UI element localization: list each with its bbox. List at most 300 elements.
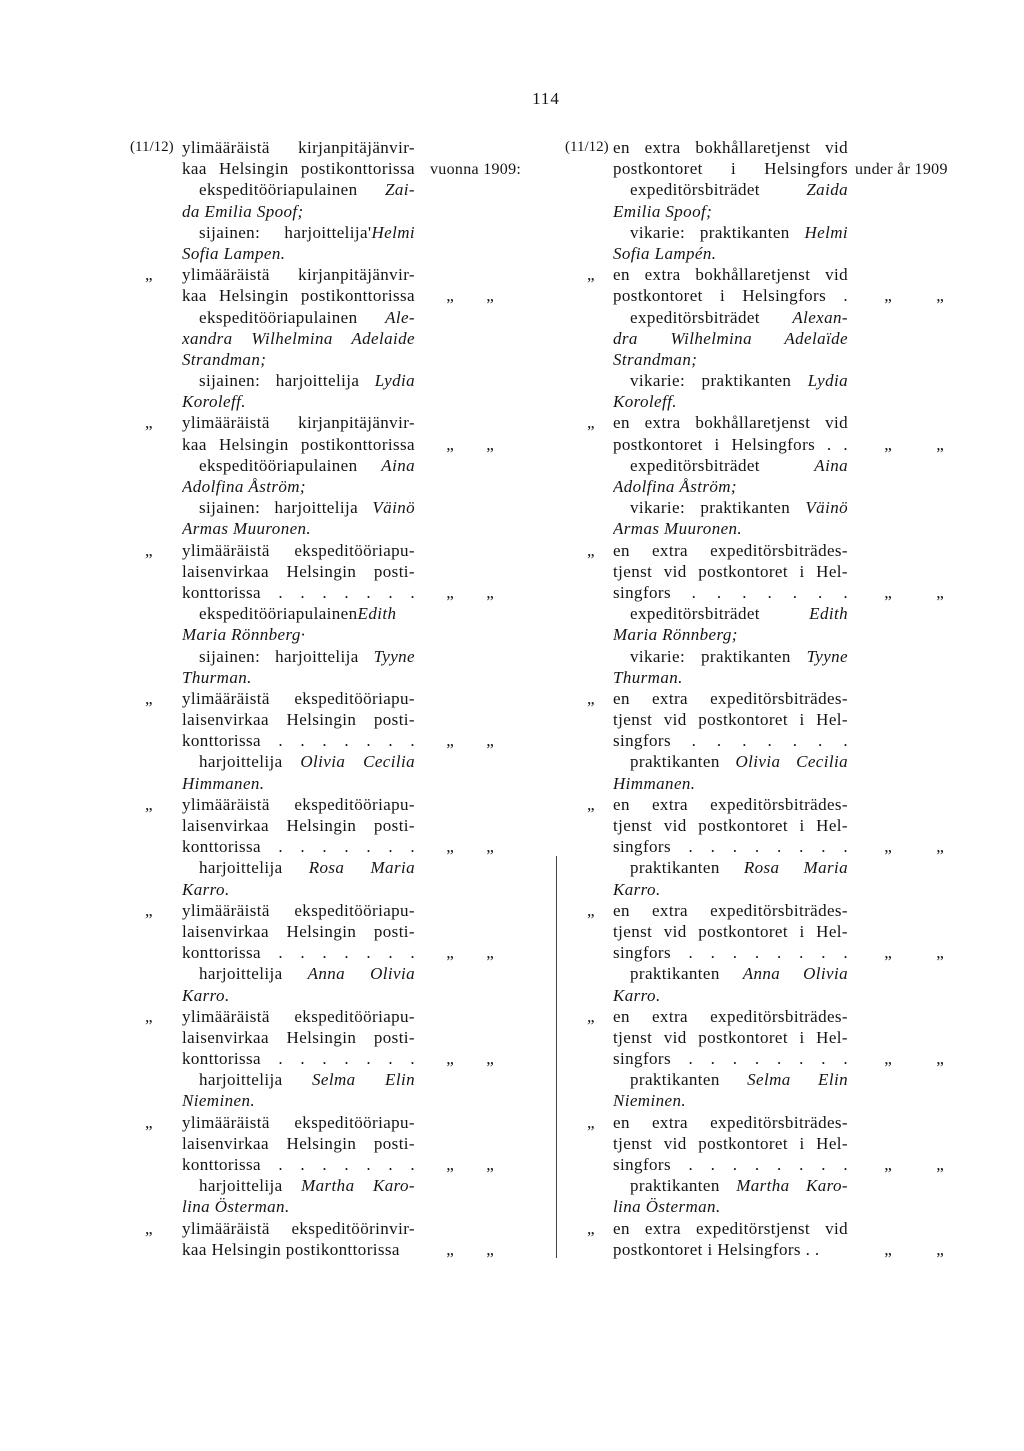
entry-marker	[565, 773, 613, 794]
entry-line	[130, 540, 530, 561]
entry-marker	[565, 307, 613, 328]
line-roman-text: laisenvirkaa Helsingin posti-	[182, 816, 415, 835]
register-entry	[565, 137, 1020, 264]
entry-line	[130, 963, 530, 984]
year-slot	[430, 836, 510, 857]
entry-line-text	[182, 328, 415, 349]
line-roman-text: tjenst vid postkontoret i Hel-	[613, 561, 848, 581]
swedish-column	[565, 137, 1020, 1260]
entry-line-text	[182, 1175, 415, 1196]
entry-line-text	[613, 264, 848, 285]
entry-line-text	[182, 179, 415, 200]
line-roman-text: harjoittelija	[199, 858, 309, 878]
entry-line	[565, 540, 1020, 561]
line-roman-text: konttorissa . . . . . . .	[182, 731, 415, 751]
line-roman-text: sijainen: harjoittelija	[199, 646, 374, 666]
entry-marker	[130, 963, 182, 984]
entry-marker	[130, 1239, 182, 1260]
line-name-italic: Anna Olivia	[307, 964, 415, 984]
register-entry	[130, 1218, 530, 1260]
entry-line	[130, 921, 530, 942]
entry-line	[565, 730, 1020, 751]
ditto-mark: „	[486, 1049, 494, 1069]
entry-line-text	[613, 985, 848, 1006]
entry-line	[565, 624, 1020, 645]
year-slot	[855, 1154, 966, 1175]
entry-line-text	[613, 412, 848, 433]
entry-line-text	[613, 307, 848, 328]
entry-line-text	[182, 815, 415, 836]
entry-line-text	[613, 1239, 848, 1260]
line-roman-text: kaa Helsingin postikonttorissa	[182, 1239, 400, 1259]
entry-line	[565, 476, 1020, 497]
line-name-italic: Anna Olivia	[742, 964, 848, 984]
line-roman-text: ylimääräistä ekspeditööriapu-	[182, 1112, 415, 1132]
entry-line-text	[182, 942, 415, 963]
ditto-mark: „	[884, 286, 892, 306]
line-roman-text: konttorissa . . . . . . .	[182, 1049, 415, 1069]
entry-line	[565, 815, 1020, 836]
entry-line	[565, 497, 1020, 518]
line-roman-text: sijainen: harjoittelija	[199, 371, 375, 391]
entry-marker	[565, 730, 613, 751]
entry-line	[130, 370, 530, 391]
entry-marker	[130, 158, 182, 179]
line-roman-text: ylimääräistä kirjanpitäjänvir-	[182, 138, 415, 157]
year-slot	[855, 434, 966, 455]
entry-line-text	[182, 985, 415, 1006]
line-roman-text: laisenvirkaa Helsingin posti-	[182, 561, 415, 581]
entry-marker	[130, 455, 182, 476]
year-slot	[855, 285, 966, 306]
entry-line	[565, 646, 1020, 667]
entry-line-text	[613, 285, 848, 306]
entry-marker	[130, 1090, 182, 1111]
entry-line-text	[613, 963, 848, 984]
entry-line-text	[613, 561, 848, 582]
entry-line	[565, 1154, 1020, 1175]
entry-marker	[565, 285, 613, 306]
ditto-mark: „	[446, 1049, 454, 1069]
line-name-italic: Adolfina Åström;	[613, 477, 737, 496]
ditto-mark: „	[446, 286, 454, 306]
line-roman-text: praktikanten	[630, 752, 736, 772]
ditto-mark: „	[486, 1239, 494, 1259]
line-roman-text: postkontoret i Helsingfors .	[613, 286, 848, 306]
line-name-italic: Ale-	[385, 307, 415, 327]
line-roman-text: praktikanten	[630, 858, 744, 878]
entry-marker	[130, 1133, 182, 1154]
entry-marker	[565, 391, 613, 412]
entry-line	[565, 879, 1020, 900]
line-roman-text: kaa Helsingin postikonttorissa	[182, 286, 415, 306]
entry-marker	[130, 879, 182, 900]
line-roman-text: ylimääräistä ekspeditööriapu-	[182, 1006, 415, 1026]
entry-line	[565, 434, 1020, 455]
entry-line-text	[182, 1112, 415, 1133]
entry-line	[565, 921, 1020, 942]
line-roman-text: expeditörsbiträdet	[630, 307, 793, 327]
entry-line-text	[613, 751, 848, 772]
year-slot	[430, 1239, 510, 1260]
entry-line-text	[182, 518, 415, 539]
entry-line-text	[182, 158, 415, 179]
entry-marker	[130, 179, 182, 200]
line-roman-text: sijainen: harjoittelija	[199, 498, 373, 518]
entry-line	[565, 1133, 1020, 1154]
line-roman-text: tjenst vid postkontoret i Hel-	[613, 710, 848, 730]
entry-line	[130, 434, 530, 455]
entry-marker	[130, 561, 182, 582]
line-roman-text: kaa Helsingin postikonttorissa	[182, 159, 415, 179]
year-slot	[430, 158, 521, 179]
entry-line	[130, 455, 530, 476]
entry-marker	[565, 857, 613, 878]
ditto-mark: „	[486, 286, 494, 306]
entry-line-text	[613, 582, 848, 603]
entry-line-text	[182, 264, 415, 285]
entry-line-text	[182, 349, 415, 370]
entry-line	[565, 942, 1020, 963]
line-roman-text: vikarie: praktikanten	[630, 222, 805, 242]
line-roman-text: en extra bokhållaretjenst vid	[613, 138, 848, 157]
entry-line-text	[613, 1069, 848, 1090]
line-name-italic: Olivia Cecilia	[300, 752, 415, 772]
line-name-italic: dra Wilhelmina Adelaïde	[613, 328, 848, 348]
entry-line	[565, 201, 1020, 222]
entry-line	[565, 963, 1020, 984]
year-slot	[430, 1154, 510, 1175]
year-slot	[430, 285, 510, 306]
line-name-italic: Strandman;	[182, 349, 267, 369]
entry-marker	[130, 1027, 182, 1048]
line-roman-text: tjenst vid postkontoret i Hel-	[613, 1027, 848, 1047]
entry-marker: „	[587, 1006, 595, 1026]
entry-line-text	[182, 1133, 415, 1154]
line-name-italic: Rosa Maria	[308, 858, 415, 878]
entry-line-text	[613, 518, 848, 539]
year-slot	[430, 582, 510, 603]
line-name-italic: Lydia	[807, 371, 848, 391]
entry-marker	[130, 582, 182, 603]
ditto-mark: „	[936, 434, 944, 454]
entry-line-text	[182, 688, 415, 709]
entry-line-text	[613, 201, 848, 222]
line-name-italic: Sofia Lampén.	[613, 243, 717, 263]
entry-marker	[130, 391, 182, 412]
entry-line	[565, 857, 1020, 878]
register-entry	[565, 688, 1020, 794]
entry-marker	[565, 646, 613, 667]
entry-line	[130, 751, 530, 772]
entry-line	[565, 985, 1020, 1006]
entry-line-text	[182, 455, 415, 476]
entry-line	[565, 794, 1020, 815]
entry-marker	[130, 307, 182, 328]
entry-line-text	[613, 137, 848, 158]
entry-marker	[565, 1239, 613, 1260]
register-entry	[565, 264, 1020, 412]
entry-marker	[130, 857, 182, 878]
line-name-italic: Martha Karo-	[301, 1176, 415, 1196]
entry-line-text	[182, 1048, 415, 1069]
entry-line	[130, 709, 530, 730]
entry-marker: „	[587, 900, 595, 920]
line-roman-text: en extra bokhållaretjenst vid	[613, 413, 848, 433]
entry-marker: „	[587, 1112, 595, 1132]
entry-marker	[565, 985, 613, 1006]
entry-line	[565, 667, 1020, 688]
line-name-italic: Rosa Maria	[743, 858, 848, 878]
entry-line-text	[182, 1239, 415, 1260]
line-name-italic: Thurman.	[613, 667, 683, 687]
entry-line	[130, 1048, 530, 1069]
year-slot	[855, 836, 966, 857]
entry-line	[565, 582, 1020, 603]
line-roman-text: praktikanten	[630, 1070, 748, 1090]
entry-line	[130, 1027, 530, 1048]
line-name-italic: Karro.	[613, 985, 661, 1005]
entry-line	[565, 561, 1020, 582]
line-name-italic: Sofia Lampen.	[182, 243, 286, 263]
entry-line	[565, 412, 1020, 433]
line-roman-text: en extra expeditörsbiträdes-	[613, 900, 848, 920]
entry-line-text	[182, 412, 415, 433]
entry-line-text	[182, 1006, 415, 1027]
entry-marker	[565, 1133, 613, 1154]
line-name-italic: Emilia Spoof;	[613, 201, 713, 221]
year-slot	[430, 1048, 510, 1069]
line-roman-text: konttorissa . . . . . . .	[182, 582, 415, 602]
entry-line-text	[613, 1112, 848, 1133]
line-name-italic: Alexan-	[792, 307, 848, 327]
entry-line	[565, 603, 1020, 624]
entry-line-text	[182, 646, 415, 667]
line-name-italic: Strandman;	[613, 349, 698, 369]
entry-marker	[565, 1196, 613, 1217]
entry-line-text	[613, 370, 848, 391]
entry-marker	[130, 1196, 182, 1217]
line-roman-text: harjoittelija	[199, 1070, 313, 1090]
entry-line	[130, 857, 530, 878]
register-entry	[565, 540, 1020, 688]
ditto-mark: „	[936, 1239, 944, 1259]
year-slot	[855, 582, 966, 603]
entry-line	[565, 328, 1020, 349]
entry-line	[565, 1048, 1020, 1069]
line-roman-text: laisenvirkaa Helsingin posti-	[182, 1027, 415, 1047]
entry-line-text	[613, 1154, 848, 1175]
entry-line	[565, 1239, 1020, 1260]
entry-line-text	[182, 1027, 415, 1048]
entry-line-text	[182, 603, 415, 624]
ditto-mark: „	[884, 1239, 892, 1259]
line-roman-text: en extra expeditörstjenst vid	[613, 1218, 848, 1238]
line-roman-text: ylimääräistä ekspeditöörinvir-	[182, 1218, 415, 1238]
entry-line	[565, 1027, 1020, 1048]
ditto-mark: „	[446, 582, 454, 602]
entry-line	[565, 391, 1020, 412]
register-entry	[565, 1112, 1020, 1218]
line-roman-text: en extra expeditörsbiträdes-	[613, 1006, 848, 1026]
entry-marker	[565, 1154, 613, 1175]
entry-line-text	[182, 222, 415, 243]
entry-line-text	[182, 857, 415, 878]
entry-line-text	[182, 201, 415, 222]
ditto-mark: „	[884, 582, 892, 602]
entry-line	[565, 688, 1020, 709]
line-name-italic: Koroleff.	[613, 392, 677, 412]
entry-marker	[130, 921, 182, 942]
ditto-mark: „	[884, 943, 892, 963]
line-name-italic: Nieminen.	[182, 1091, 256, 1111]
line-name-italic: Helmi	[371, 222, 415, 242]
line-roman-text: harjoittelija	[199, 1176, 302, 1196]
entry-marker	[565, 879, 613, 900]
line-roman-text: ylimääräistä ekspeditööriapu-	[182, 540, 415, 560]
entry-marker	[565, 1027, 613, 1048]
line-roman-text: kaa Helsingin postikonttorissa	[182, 434, 415, 454]
line-name-italic: Thurman.	[182, 667, 252, 687]
entry-line	[130, 243, 530, 264]
entry-line	[130, 582, 530, 603]
line-roman-text: ylimääräistä ekspeditööriapu-	[182, 900, 415, 920]
entry-marker	[130, 201, 182, 222]
entry-line	[130, 328, 530, 349]
entry-marker	[565, 476, 613, 497]
entry-marker	[565, 434, 613, 455]
page-number: 114	[532, 89, 560, 108]
entry-line	[565, 307, 1020, 328]
entry-line	[130, 1090, 530, 1111]
line-name-italic: Lydia	[374, 371, 415, 391]
entry-line-text	[613, 1218, 848, 1239]
entry-marker	[565, 942, 613, 963]
line-roman-text: vikarie: praktikanten	[630, 498, 806, 518]
entry-marker: „	[587, 794, 595, 814]
ditto-mark: „	[446, 1239, 454, 1259]
entry-marker	[565, 751, 613, 772]
ditto-mark: „	[486, 731, 494, 751]
year-slot	[855, 942, 966, 963]
line-name-italic: Helmi	[804, 222, 848, 242]
entry-marker: „	[145, 688, 153, 708]
entry-line	[130, 179, 530, 200]
entry-line	[130, 285, 530, 306]
line-name-italic: lina Österman.	[613, 1197, 721, 1217]
entry-marker: „	[145, 1006, 153, 1026]
entry-line-text	[182, 1069, 415, 1090]
entry-line	[565, 1196, 1020, 1217]
line-roman-text: ekspeditööriapulainen	[199, 180, 386, 200]
entry-line	[130, 1218, 530, 1239]
entry-line	[130, 667, 530, 688]
ditto-mark: „	[486, 1155, 494, 1174]
line-name-italic: lina Österman.	[182, 1197, 290, 1217]
ditto-mark: „	[884, 1155, 892, 1174]
entry-marker	[130, 815, 182, 836]
entry-line	[130, 561, 530, 582]
entry-marker: „	[145, 1112, 153, 1132]
entry-marker	[565, 1090, 613, 1111]
entry-line-text	[182, 836, 415, 857]
ditto-mark: „	[884, 837, 892, 857]
entry-line	[565, 518, 1020, 539]
entry-marker	[130, 434, 182, 455]
entry-line	[565, 179, 1020, 200]
entry-line	[130, 624, 530, 645]
entry-line-text	[182, 773, 415, 794]
entry-line-text	[182, 751, 415, 772]
entry-line-text	[613, 158, 848, 179]
line-name-italic: Väinö	[805, 498, 848, 518]
column-divider-rule	[556, 856, 557, 1258]
finnish-column	[130, 137, 530, 1260]
line-name-italic: Koroleff.	[182, 392, 246, 412]
register-entry	[130, 794, 530, 900]
entry-marker	[130, 370, 182, 391]
entry-line-text	[182, 137, 415, 158]
entry-marker	[130, 497, 182, 518]
entry-line	[565, 1112, 1020, 1133]
line-name-italic: Himmanen.	[613, 773, 696, 793]
entry-line	[565, 1069, 1020, 1090]
year-note: vuonna 1909:	[430, 161, 522, 179]
entry-line-text	[182, 709, 415, 730]
entry-line-text	[613, 434, 848, 455]
ditto-mark: „	[884, 1049, 892, 1069]
entry-marker	[130, 349, 182, 370]
entry-line	[130, 900, 530, 921]
entry-line-text	[613, 328, 848, 349]
entry-line	[130, 942, 530, 963]
register-entry	[565, 794, 1020, 900]
entry-line-text	[613, 1006, 848, 1027]
line-name-italic: Edith	[809, 604, 848, 624]
entry-line	[130, 307, 530, 328]
entry-line-text	[182, 1218, 415, 1239]
line-name-italic: Martha Karo-	[736, 1176, 848, 1196]
entry-line-text	[182, 476, 415, 497]
entry-marker: (11/12)	[130, 139, 174, 155]
entry-line-text	[182, 370, 415, 391]
ditto-mark: „	[486, 837, 494, 857]
entry-line	[130, 349, 530, 370]
entry-line-text	[613, 1048, 848, 1069]
year-slot	[430, 942, 510, 963]
line-roman-text: konttorissa . . . . . . .	[182, 943, 415, 963]
line-roman-text: praktikanten	[630, 1176, 737, 1196]
entry-marker	[565, 455, 613, 476]
entry-line	[130, 201, 530, 222]
register-entry	[130, 1006, 530, 1112]
line-roman-text: postkontoret i Helsingfors . .	[613, 1239, 820, 1259]
line-roman-text: ylimääräistä ekspeditööriapu-	[182, 688, 415, 708]
entry-line-text	[613, 1133, 848, 1154]
entry-line-text	[182, 879, 415, 900]
entry-line	[130, 412, 530, 433]
entry-line-text	[613, 603, 848, 624]
ditto-mark: „	[446, 731, 454, 751]
entry-marker: „	[145, 900, 153, 920]
line-roman-text: singfors . . . . . . . .	[613, 1155, 848, 1174]
line-name-italic: Karro.	[182, 985, 230, 1005]
entry-marker	[130, 603, 182, 624]
ditto-mark: „	[446, 434, 454, 454]
line-name-italic: Tyyne	[373, 646, 415, 666]
year-slot	[430, 434, 510, 455]
entry-marker	[130, 709, 182, 730]
